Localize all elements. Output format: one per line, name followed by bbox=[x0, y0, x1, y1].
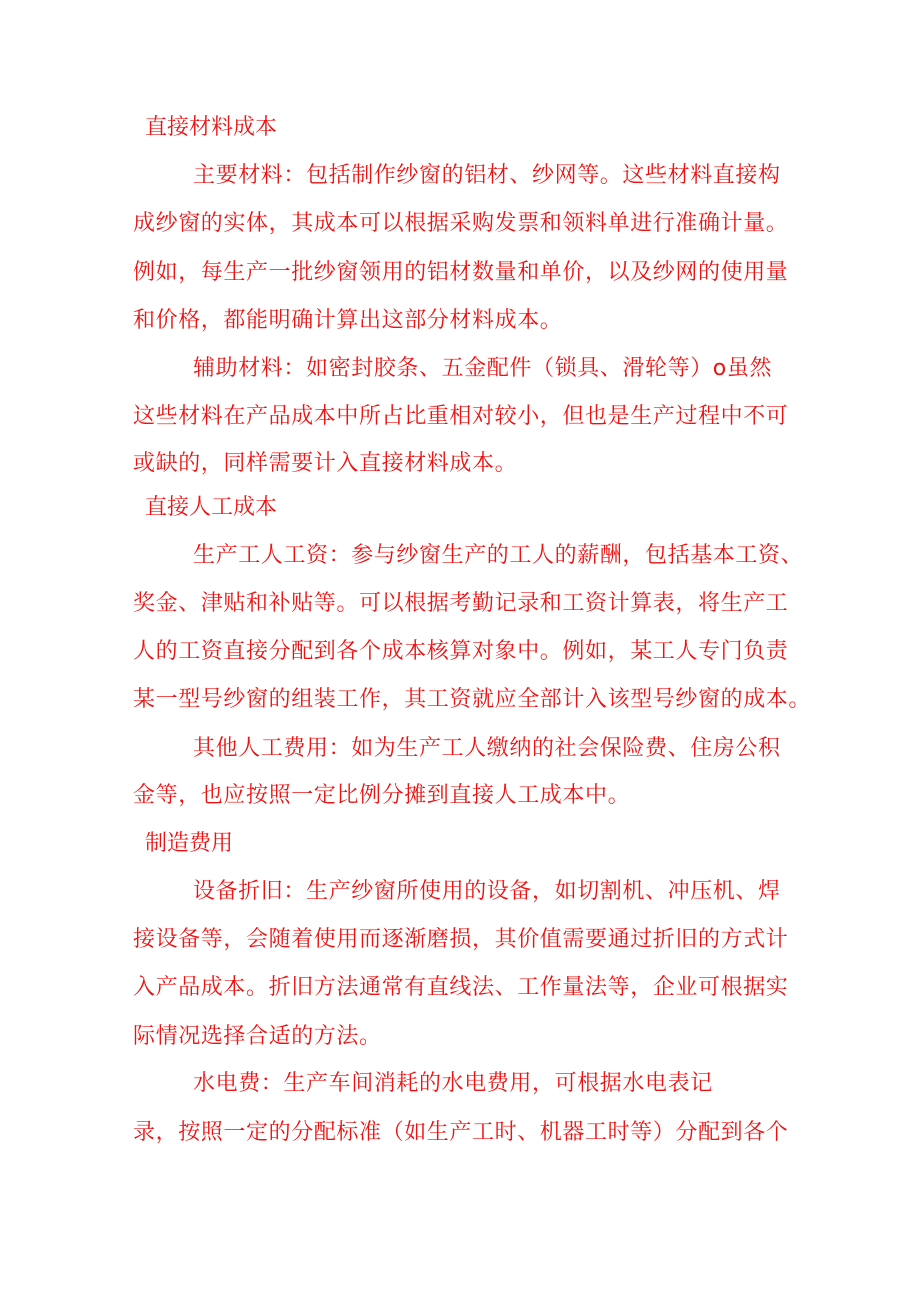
paragraph-line: 其他人工费用：如为生产工人缴纳的社会保险费、住房公积 bbox=[193, 736, 781, 761]
paragraph-line: 主要材料：包括制作纱窗的铝材、纱网等。这些材料直接构 bbox=[193, 163, 781, 188]
section-heading-direct-labor: 直接人工成本 bbox=[145, 495, 278, 520]
paragraph-line: 人的工资直接分配到各个成本核算对象中。例如，某工人专门负责 bbox=[133, 639, 789, 664]
paragraph-line: 设备折旧：生产纱窗所使用的设备，如切割机、冲压机、焊 bbox=[193, 879, 781, 904]
paragraph-line: 某一型号纱窗的组装工作，其工资就应全部计入该型号纱窗的成本。 bbox=[133, 687, 812, 712]
paragraph-line: 水电费：生产车间消耗的水电费用，可根据水电表记 bbox=[193, 1071, 713, 1096]
paragraph-line: 生产工人工资：参与纱窗生产的工人的薪酬，包括基本工资、 bbox=[193, 543, 804, 568]
paragraph-line: 奖金、津贴和补贴等。可以根据考勤记录和工资计算表，将生产工 bbox=[133, 591, 789, 616]
paragraph-line: 入产品成本。折旧方法通常有直线法、工作量法等，企业可根据实 bbox=[133, 975, 789, 1000]
paragraph-line: 辅助材料：如密封胶条、五金配件（锁具、滑轮等）o虽然 bbox=[193, 356, 773, 381]
section-heading-direct-materials: 直接材料成本 bbox=[145, 115, 278, 140]
paragraph-line: 成纱窗的实体，其成本可以根据采购发票和领料单进行准确计量。 bbox=[133, 211, 789, 236]
paragraph-line: 或缺的，同样需要计入直接材料成本。 bbox=[133, 451, 518, 476]
paragraph-line: 例如，每生产一批纱窗领用的铝材数量和单价，以及纱网的使用量 bbox=[133, 260, 789, 285]
paragraph-line: 际情况选择合适的方法。 bbox=[133, 1024, 382, 1049]
paragraph-line: 录，按照一定的分配标准（如生产工时、机器工时等）分配到各个 bbox=[133, 1120, 789, 1145]
section-heading-manufacturing-overhead: 制造费用 bbox=[145, 831, 234, 856]
paragraph-line: 金等，也应按照一定比例分摊到直接人工成本中。 bbox=[133, 783, 631, 808]
paragraph-line: 这些材料在产品成本中所占比重相对较小，但也是生产过程中不可 bbox=[133, 404, 789, 429]
paragraph-line: 和价格，都能明确计算出这部分材料成本。 bbox=[133, 308, 563, 333]
paragraph-line: 接设备等，会随着使用而逐渐磨损，其价值需要通过折旧的方式计 bbox=[133, 927, 789, 952]
